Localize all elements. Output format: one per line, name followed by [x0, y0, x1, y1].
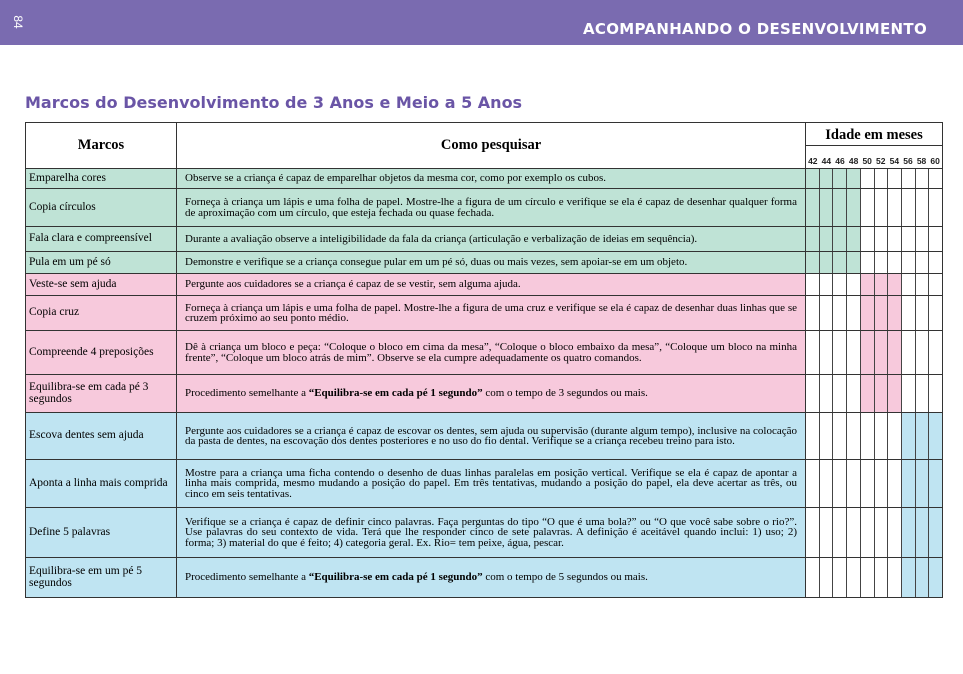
marco-cell: Define 5 palavras [26, 508, 177, 558]
age-grid-cell [846, 274, 860, 295]
age-grid-cell [806, 508, 819, 557]
age-grid-cell [819, 274, 833, 295]
age-grid-cell [901, 252, 915, 273]
age-grid-cell [887, 508, 901, 557]
age-grid-cell [928, 460, 942, 507]
age-grid [806, 169, 943, 189]
age-grid-cell [901, 274, 915, 295]
age-grid-cell [832, 331, 846, 374]
age-grid-cell [860, 227, 874, 251]
age-grid-cell [915, 189, 929, 226]
description-cell: Dê à criança um bloco e peça: “Coloque o bloco em cima da mesa”, “Coloque o bloco embaixo da mesa”, “Coloque um bloco na minha frente”, “Coloque um bloco atrás de mim”. Observe se ela cumpre adequadamente os quatro comandos. [177, 331, 806, 375]
age-grid-cell [832, 508, 846, 557]
age-grid-cell [860, 296, 874, 330]
table-row [26, 413, 943, 460]
marco-cell: Emparelha cores [26, 169, 177, 189]
age-grid-cell [846, 331, 860, 374]
header-title: ACOMPANHANDO O DESENVOLVIMENTO [583, 20, 927, 38]
age-grid-cell [846, 252, 860, 273]
age-grid-cell [874, 558, 888, 597]
age-grid-cell [832, 460, 846, 507]
age-label: 58 [916, 156, 927, 166]
age-label: 42 [808, 156, 818, 166]
age-grid-cell [806, 296, 819, 330]
age-grid-cell [874, 227, 888, 251]
age-grid-cell [874, 508, 888, 557]
age-label: 46 [835, 156, 845, 166]
age-grid-cell [928, 558, 942, 597]
age-grid-cell [819, 460, 833, 507]
age-grid-cell [887, 331, 901, 374]
age-grid-cell [860, 274, 874, 295]
age-grid-cell [915, 169, 929, 188]
description-cell: Pergunte aos cuidadores se a criança é capaz de se vestir, sem alguma ajuda. [177, 274, 806, 296]
age-grid-cell [832, 274, 846, 295]
age-grid [806, 227, 943, 252]
age-scale [806, 146, 942, 168]
marco-cell: Equilibra-se em um pé 5 segundos [26, 558, 177, 598]
age-grid-cell [915, 460, 929, 507]
age-grid-cell [832, 169, 846, 188]
age-label: 50 [862, 156, 872, 166]
age-grid-cell [806, 189, 819, 226]
milestones-table [25, 122, 943, 598]
marco-cell: Equilibra-se em cada pé 3 segundos [26, 375, 177, 413]
age-grid-cell [901, 413, 915, 459]
age-grid-cell [806, 227, 819, 251]
marco-cell: Fala clara e compreensível [26, 227, 177, 252]
age-grid-cell [819, 413, 833, 459]
age-grid-cell [860, 413, 874, 459]
age-grid [806, 375, 943, 413]
description-cell: Forneça à criança um lápis e uma folha de papel. Mostre-lhe a figura de uma cruz e verifique se ela é capaz de desenhar duas linhas que se cruzem próximo ao seu ponto médio. [177, 296, 806, 331]
age-grid-cell [874, 375, 888, 412]
age-grid-cell [887, 169, 901, 188]
description-cell: Verifique se a criança é capaz de definir cinco palavras. Faça perguntas do tipo “O que é uma bola?” ou “O que você sabe sobre o rio?”. Use palavras do seu contexto de vida. Terá que lhe responder cinco de sete palavras. A definição é aceitável quando inclui: 1) uso; 2) forma; 3) material do que é feito; 4) categoria geral. Ex. Rio= tem peixe, água, pescar. [177, 508, 806, 558]
age-grid-cell [860, 460, 874, 507]
age-grid-cell [874, 296, 888, 330]
description-cell: Durante a avaliação observe a inteligibilidade da fala da criança (articulação e verbalização de ideias em sequência). [177, 227, 806, 252]
age-label: 60 [930, 156, 940, 166]
age-grid-cell [846, 558, 860, 597]
table-row [26, 252, 943, 274]
table-row [26, 296, 943, 331]
header-banner [0, 0, 963, 45]
age-grid-cell [832, 296, 846, 330]
age-grid-cell [915, 413, 929, 459]
age-grid-cell [819, 252, 833, 273]
age-grid-cell [846, 227, 860, 251]
header-marcos: Marcos [26, 123, 177, 169]
age-grid-cell [887, 227, 901, 251]
age-grid-cell [806, 375, 819, 412]
age-grid-cell [860, 508, 874, 557]
age-grid-cell [846, 375, 860, 412]
description-cell: Demonstre e verifique se a criança consegue pular em um pé só, duas ou mais vezes, sem apoiar-se em um objeto. [177, 252, 806, 274]
age-grid-cell [901, 558, 915, 597]
age-grid-cell [806, 460, 819, 507]
description-cell: Procedimento semelhante a “Equilibra-se em cada pé 1 segundo” com o tempo de 3 segundos ou mais. [177, 375, 806, 413]
age-grid [806, 413, 943, 460]
age-grid-cell [874, 252, 888, 273]
age-grid-cell [901, 375, 915, 412]
age-grid-cell [928, 508, 942, 557]
age-grid-cell [819, 375, 833, 412]
age-grid-cell [887, 375, 901, 412]
age-grid-cell [887, 189, 901, 226]
age-label: 56 [903, 156, 913, 166]
age-grid-cell [901, 296, 915, 330]
age-grid-cell [846, 413, 860, 459]
age-grid-cell [860, 331, 874, 374]
description-cell: Mostre para a criança uma ficha contendo o desenho de duas linhas paralelas em posição vertical. Verifique se ela é capaz de apontar a linha mais comprida, mesmo mudando a posição do papel. Em três tentativas, mudando a posição do papel, ela deve acertar as três, ou cinco em seis tentativas. [177, 460, 806, 508]
age-grid-cell [928, 331, 942, 374]
age-grid-cell [846, 189, 860, 226]
age-grid-cell [806, 274, 819, 295]
age-grid-cell [874, 331, 888, 374]
age-grid-cell [832, 413, 846, 459]
age-grid-cell [887, 558, 901, 597]
age-grid-cell [860, 375, 874, 412]
age-grid [806, 508, 943, 558]
age-grid-cell [915, 296, 929, 330]
age-grid-cell [846, 460, 860, 507]
age-grid-cell [819, 189, 833, 226]
age-grid-cell [874, 460, 888, 507]
age-grid-cell [819, 169, 833, 188]
age-grid-cell [846, 296, 860, 330]
marco-cell: Veste-se sem ajuda [26, 274, 177, 296]
header-idade-label: Idade em meses [806, 125, 942, 146]
table-row [26, 508, 943, 558]
age-grid-cell [928, 169, 942, 188]
marco-cell: Compreende 4 preposições [26, 331, 177, 375]
age-grid-cell [928, 413, 942, 459]
age-grid-cell [928, 189, 942, 226]
age-grid [806, 296, 943, 331]
age-grid-cell [901, 331, 915, 374]
age-grid [806, 460, 943, 508]
age-grid-cell [832, 558, 846, 597]
marco-cell: Copia cruz [26, 296, 177, 331]
age-grid-cell [874, 274, 888, 295]
age-grid-cell [846, 508, 860, 557]
age-grid-cell [832, 189, 846, 226]
age-grid-cell [819, 296, 833, 330]
description-cell: Observe se a criança é capaz de emparelhar objetos da mesma cor, como por exemplo os cubos. [177, 169, 806, 189]
age-grid-cell [901, 460, 915, 507]
age-label: 44 [821, 156, 832, 166]
age-grid-cell [928, 274, 942, 295]
age-grid-cell [915, 558, 929, 597]
description-cell: Pergunte aos cuidadores se a criança é capaz de escovar os dentes, sem ajuda ou supervisão (durante algum tempo), inclusive na colocação da pasta de dentes, na escovação dos dentes posteriores e no uso do fio dental. Verifique se a criança recebeu treino para isto. [177, 413, 806, 460]
age-grid-cell [915, 508, 929, 557]
age-label: 54 [889, 156, 900, 166]
age-grid-cell [832, 375, 846, 412]
marco-cell: Copia círculos [26, 189, 177, 227]
age-grid-cell [874, 189, 888, 226]
marco-cell: Pula em um pé só [26, 252, 177, 274]
age-grid-cell [901, 508, 915, 557]
table-row [26, 189, 943, 227]
age-grid-cell [901, 169, 915, 188]
table-row [26, 331, 943, 375]
age-grid-cell [915, 331, 929, 374]
table-row [26, 169, 943, 189]
age-grid-cell [832, 252, 846, 273]
page-title: Marcos do Desenvolvimento de 3 Anos e Meio a 5 Anos [25, 93, 523, 112]
table-row [26, 274, 943, 296]
age-grid-cell [901, 189, 915, 226]
age-grid-cell [915, 375, 929, 412]
age-grid-cell [819, 558, 833, 597]
age-grid-cell [806, 413, 819, 459]
description-cell: Forneça à criança um lápis e uma folha de papel. Mostre-lhe a figura de um círculo e verifique se ela é capaz de desenhar qualquer forma de aproximação com um círculo, que esteja fechada ou quase fechada. [177, 189, 806, 227]
age-grid [806, 252, 943, 274]
age-grid-cell [819, 508, 833, 557]
page-number: 84 [11, 15, 25, 29]
age-grid-cell [846, 169, 860, 188]
marco-cell: Escova dentes sem ajuda [26, 413, 177, 460]
age-grid [806, 189, 943, 227]
age-grid-cell [860, 252, 874, 273]
age-grid-cell [887, 460, 901, 507]
age-grid-cell [819, 227, 833, 251]
age-grid-cell [806, 252, 819, 273]
age-label: 48 [848, 156, 859, 166]
marco-cell: Aponta a linha mais comprida [26, 460, 177, 508]
age-grid-cell [915, 274, 929, 295]
table-row [26, 460, 943, 508]
age-grid [806, 274, 943, 296]
age-grid-cell [887, 296, 901, 330]
table-row [26, 558, 943, 598]
age-grid-cell [860, 169, 874, 188]
table-row [26, 227, 943, 252]
age-grid-cell [887, 252, 901, 273]
age-grid-cell [901, 227, 915, 251]
age-grid [806, 331, 943, 375]
age-grid-cell [928, 252, 942, 273]
age-grid-cell [860, 558, 874, 597]
age-grid [806, 558, 943, 598]
age-label: 52 [876, 156, 886, 166]
age-grid-cell [806, 169, 819, 188]
age-grid-cell [819, 331, 833, 374]
age-grid-cell [806, 331, 819, 374]
table-row [26, 375, 943, 413]
age-grid-cell [806, 558, 819, 597]
age-grid-cell [928, 296, 942, 330]
age-grid-cell [915, 227, 929, 251]
age-grid-cell [874, 413, 888, 459]
age-grid-cell [887, 274, 901, 295]
age-grid-cell [874, 169, 888, 188]
age-grid-cell [915, 252, 929, 273]
age-grid-cell [860, 189, 874, 226]
age-grid-cell [887, 413, 901, 459]
age-grid-cell [928, 227, 942, 251]
header-como-pesquisar: Como pesquisar [177, 123, 806, 169]
age-grid-cell [832, 227, 846, 251]
description-cell: Procedimento semelhante a “Equilibra-se em cada pé 1 segundo” com o tempo de 5 segundos ou mais. [177, 558, 806, 598]
age-grid-cell [928, 375, 942, 412]
header-idade [806, 123, 943, 169]
